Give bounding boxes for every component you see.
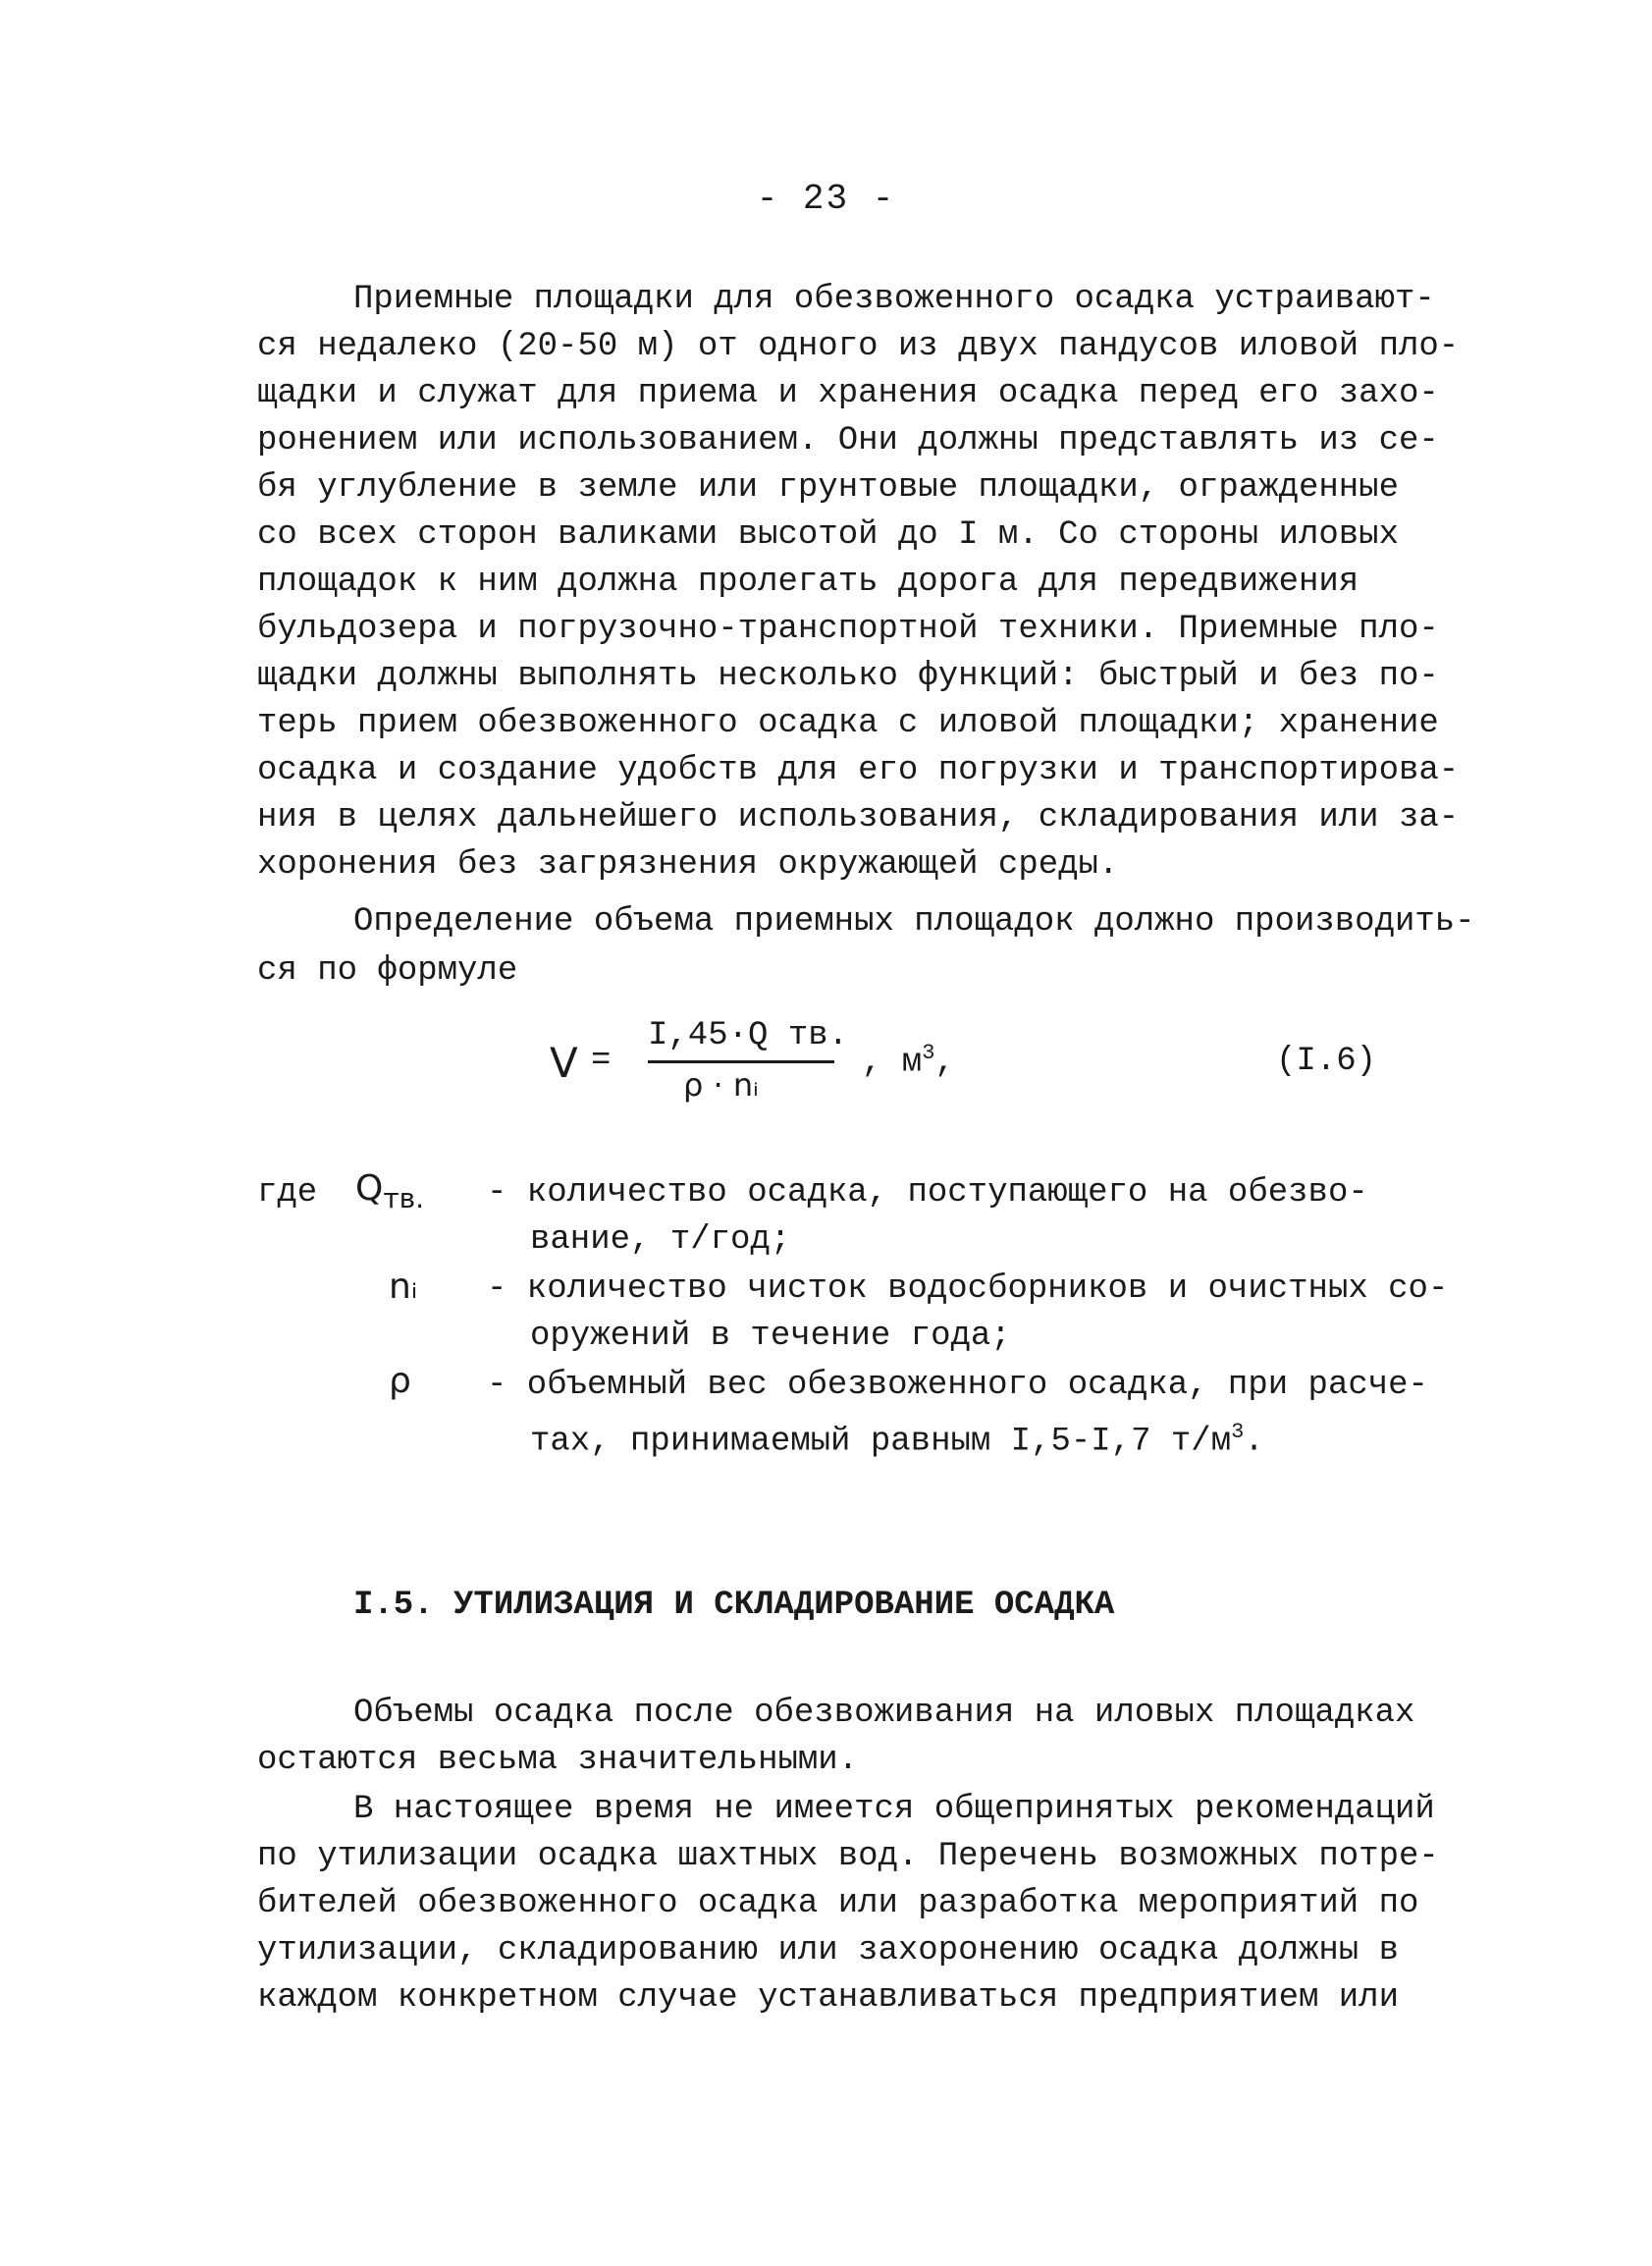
formula-I6 (550, 1017, 1433, 1125)
definition-symbol-rho: ρ (389, 1361, 411, 1401)
paragraph1-line: площадок к ним должна пролегать дорога для передвижения (257, 564, 1359, 601)
formula-number: (I.6) (1276, 1043, 1377, 1080)
definition-line: - количество чисток водосборников и очистных со- (487, 1270, 1449, 1308)
definition-line: - количество осадка, поступающего на обезво- (487, 1174, 1368, 1212)
paragraph1-line: щадки должны выполнять несколько функций: быстрый и без по- (257, 658, 1439, 695)
paragraph1-line: хоронения без загрязнения окружающей среды. (257, 846, 1119, 884)
paragraph4-line: В настоящее время не имеется общепринятых рекомендаций (353, 1791, 1435, 1828)
formula-denominator: ρ · nᵢ (683, 1066, 759, 1104)
paragraph1-line: бульдозера и погрузочно-транспортной техники. Приемные пло- (257, 611, 1439, 648)
paragraph1-line: осадка и создание удобств для его погрузки и транспортирова- (257, 752, 1460, 789)
paragraph1-line: со всех сторон валиками высотой до I м. Со стороны иловых (257, 516, 1399, 554)
formula-numerator: I,45·Q тв. (648, 1017, 849, 1054)
definition-line: вание, т/год; (530, 1221, 791, 1259)
definition-line: оружений в течение года; (530, 1318, 1011, 1355)
formula-unit: , $м^3$, (862, 1041, 955, 1082)
paragraph3-line: остаются весьма значительными. (257, 1742, 859, 1779)
paragraph4-line: утилизации, складированию или захоронению осадка должны в (257, 1932, 1399, 1969)
section-heading: I.5. УТИЛИЗАЦИЯ И СКЛАДИРОВАНИЕ ОСАДКА (353, 1587, 1115, 1624)
page-number: - 23 - (756, 179, 896, 219)
definition-line: - объемный вес обезвоженного осадка, при расче- (487, 1367, 1428, 1404)
paragraph1-line: терь прием обезвоженного осадка с иловой площадки; хранение (257, 705, 1439, 742)
paragraph1-line: щадки и служат для приема и хранения осадка перед его захо- (257, 375, 1439, 412)
paragraph4-line: бителей обезвоженного осадка или разработка мероприятий по (257, 1885, 1419, 1922)
paragraph4-line: по утилизации осадка шахтных вод. Перечень возможных потре- (257, 1838, 1439, 1875)
paragraph1-line: Приемные площадки для обезвоженного осадка устраивают- (353, 281, 1435, 318)
paragraph1-line: ся недалеко (20-50 м) от одного из двух пандусов иловой пло- (257, 328, 1460, 365)
paragraph1-line: бя углубление в земле или грунтовые площадки, огражденные (257, 469, 1399, 507)
paragraph1-line: ронением или использованием. Они должны представлять из се- (257, 422, 1439, 459)
paragraph4-line: каждом конкретном случае устанавливаться предприятием или (257, 1979, 1399, 2017)
formula-lhs: V (550, 1039, 578, 1087)
definition-symbol-n: nᵢ (389, 1267, 418, 1307)
paragraph1-line: ния в целях дальнейшего использования, складирования или за- (257, 799, 1460, 836)
where-label: где (257, 1174, 318, 1212)
paragraph2-line: ся по формуле (257, 952, 518, 990)
paragraph2-line: Определение объема приемных площадок должно производить- (353, 903, 1475, 941)
formula-equals: = (591, 1043, 612, 1080)
paragraph3-line: Объемы осадка после обезвоживания на иловых площадках (353, 1695, 1415, 1732)
fraction-bar (648, 1060, 834, 1063)
definition-symbol-Q: $Q_{тв.}$ (355, 1168, 425, 1215)
definition-line: тах, принимаемый равным I,5-I,7 $т/м^3$. (530, 1420, 1264, 1461)
